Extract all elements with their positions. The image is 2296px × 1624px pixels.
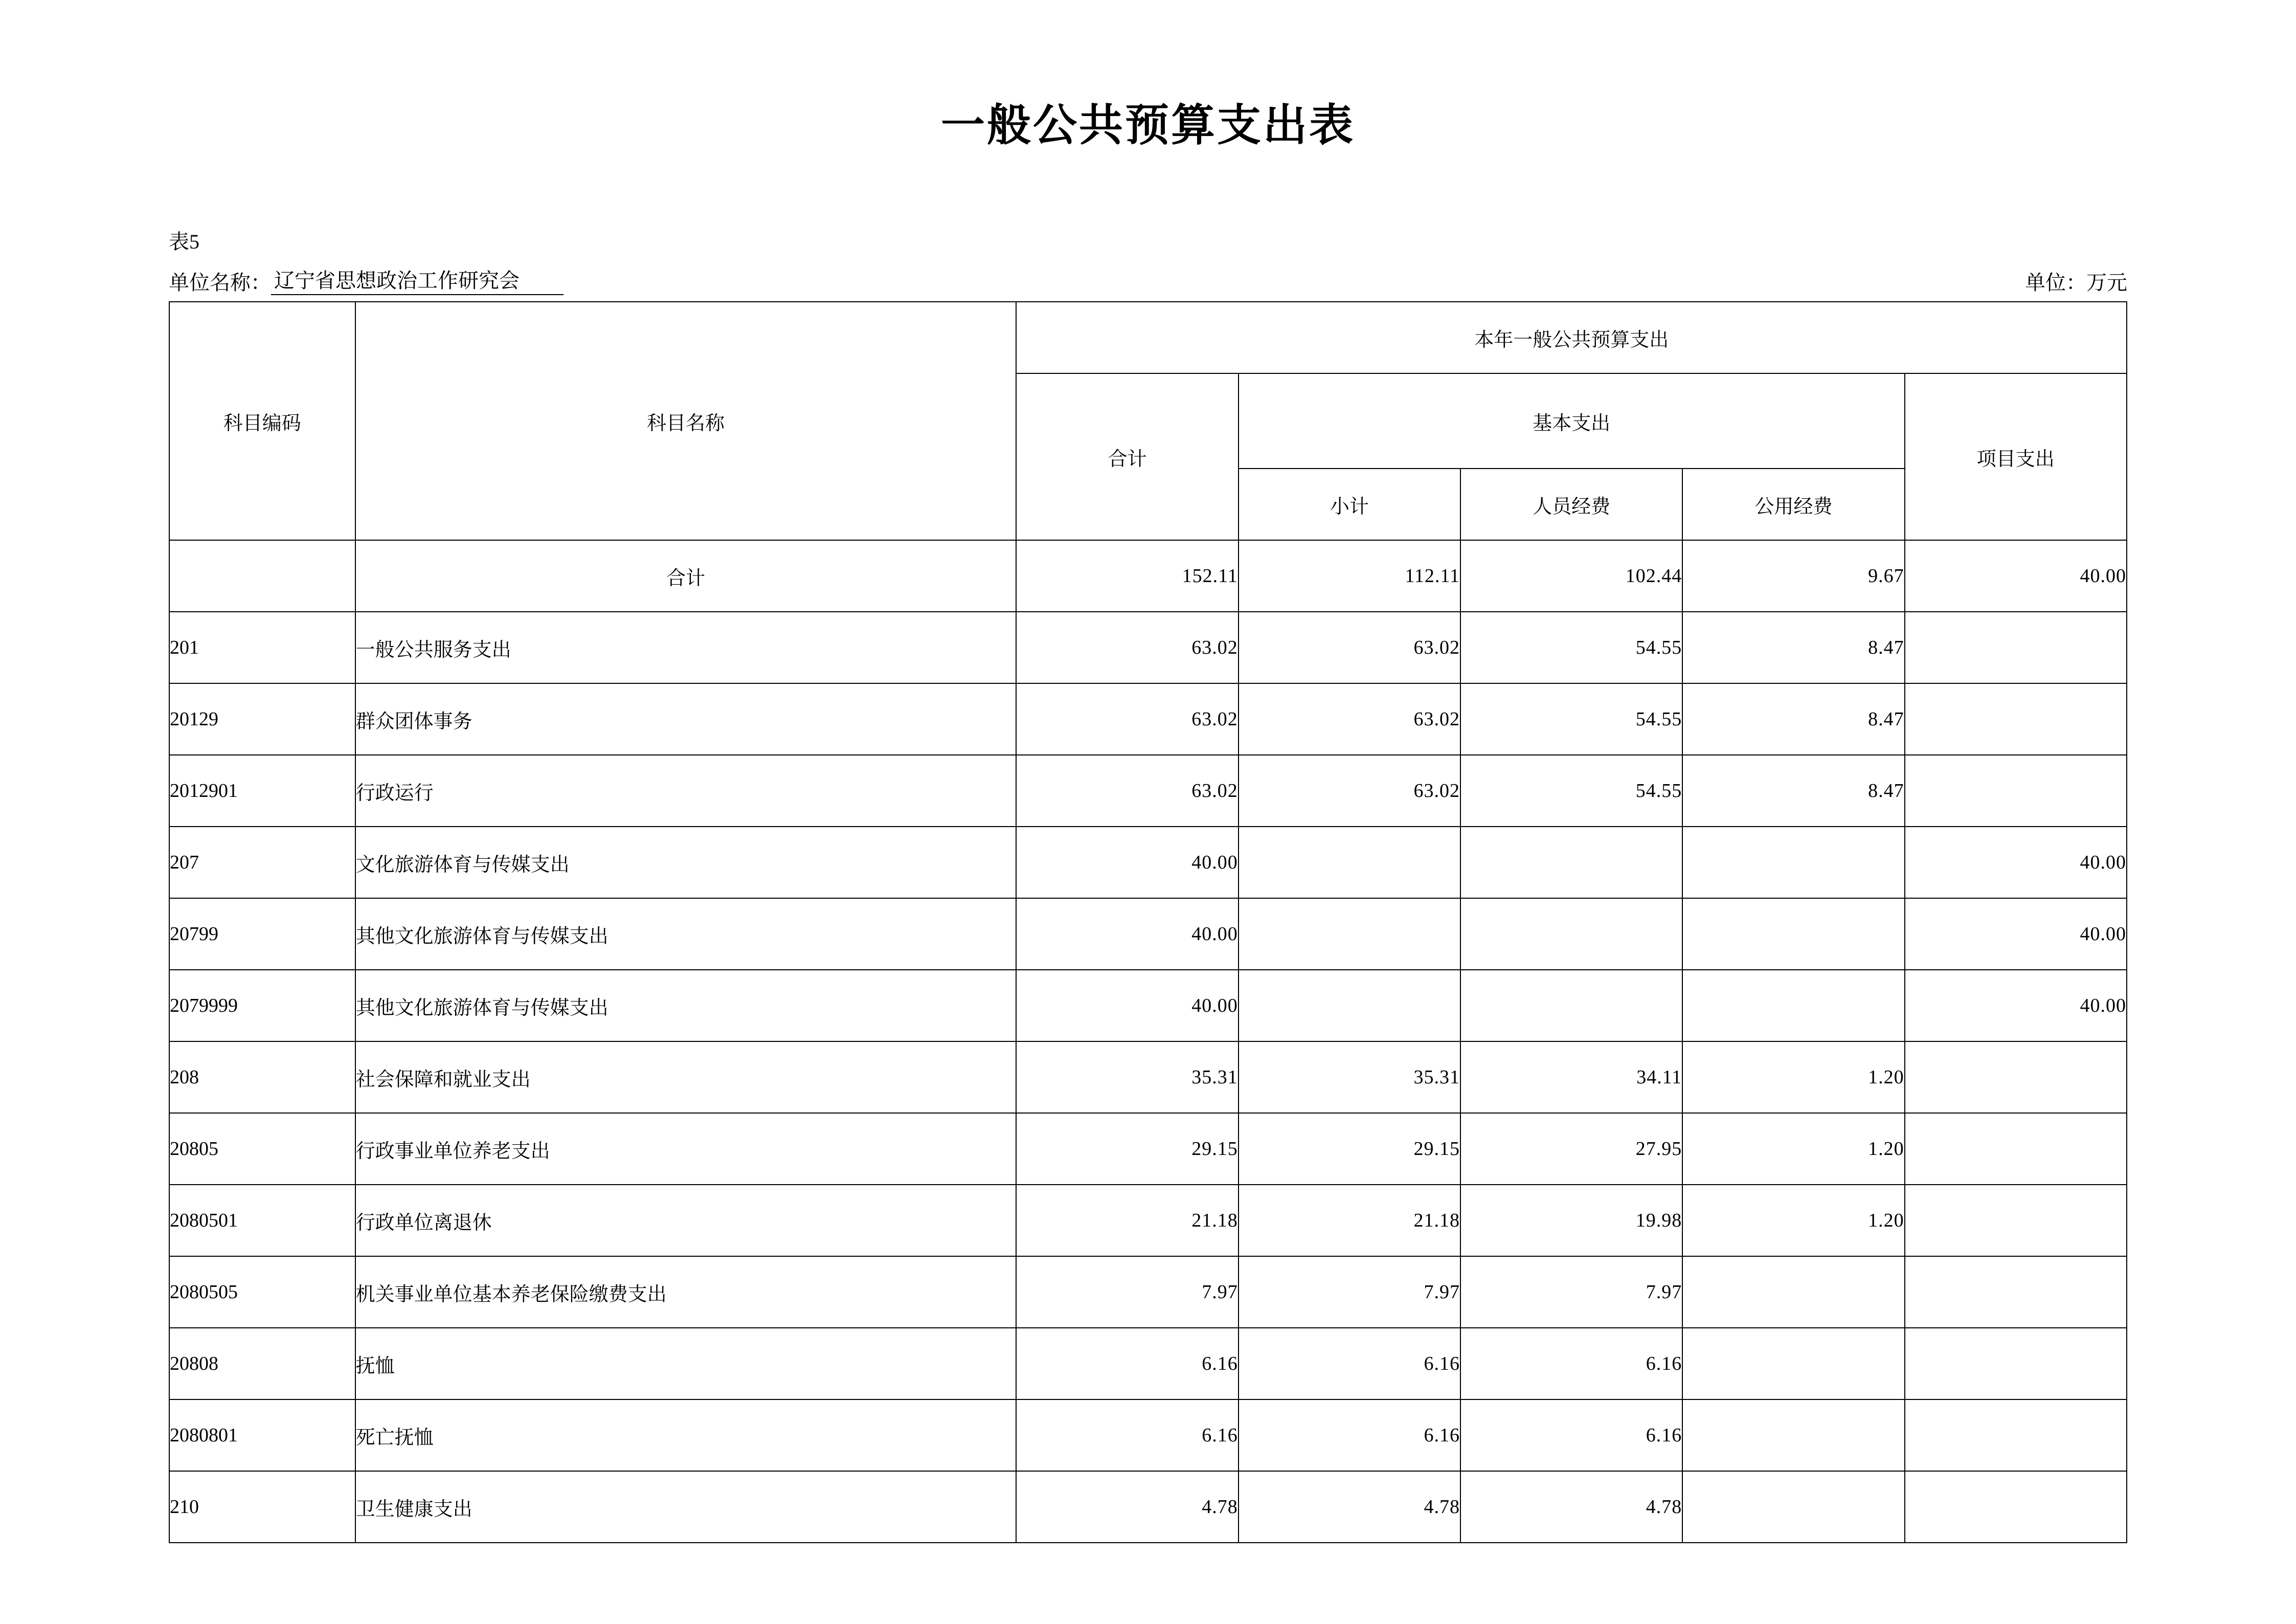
cell-project [1905, 1113, 2127, 1185]
cell-subject-name: 死亡抚恤 [355, 1399, 1017, 1471]
cell-code: 20129 [169, 683, 355, 755]
header-public: 公用经费 [1682, 469, 1904, 540]
page-title: 一般公共预算支出表 [941, 101, 1355, 150]
amount-unit: 单位：万元 [2025, 271, 2127, 294]
header-row-1 [169, 302, 2127, 373]
cell-subject-name: 社会保障和就业支出 [355, 1041, 1017, 1113]
cell-project: 40.00 [1905, 970, 2127, 1041]
cell-project [1905, 1399, 2127, 1471]
cell-total: 6.16 [1016, 1328, 1238, 1399]
cell-code: 2080801 [169, 1399, 355, 1471]
cell-public: 1.20 [1682, 1185, 1904, 1256]
cell-code: 2012901 [169, 755, 355, 827]
cell-personnel: 4.78 [1460, 1471, 1682, 1543]
cell-project: 40.00 [1905, 827, 2127, 898]
meta-row [169, 269, 2127, 295]
header-total: 合计 [1016, 373, 1238, 540]
cell-total: 4.78 [1016, 1471, 1238, 1543]
table-row [169, 827, 2127, 898]
cell-subject-name: 机关事业单位基本养老保险缴费支出 [355, 1256, 1017, 1328]
header-personnel: 人员经费 [1460, 469, 1682, 540]
cell-public [1682, 898, 1904, 970]
cell-total: 152.11 [1016, 540, 1238, 612]
cell-total: 21.18 [1016, 1185, 1238, 1256]
cell-subtotal [1239, 898, 1460, 970]
cell-code: 208 [169, 1041, 355, 1113]
cell-total: 6.16 [1016, 1399, 1238, 1471]
cell-public: 8.47 [1682, 683, 1904, 755]
table-row [169, 1113, 2127, 1185]
header-basic-group: 基本支出 [1239, 373, 1905, 469]
cell-subject-name: 其他文化旅游体育与传媒支出 [355, 970, 1017, 1041]
cell-project [1905, 755, 2127, 827]
cell-total: 7.97 [1016, 1256, 1238, 1328]
unit-label: 单位名称： [169, 271, 271, 294]
cell-subtotal: 4.78 [1239, 1471, 1460, 1543]
cell-subject-name: 文化旅游体育与传媒支出 [355, 827, 1017, 898]
cell-public: 1.20 [1682, 1041, 1904, 1113]
cell-personnel: 54.55 [1460, 612, 1682, 683]
table-row [169, 540, 2127, 612]
cell-code: 2079999 [169, 970, 355, 1041]
cell-subject-name: 群众团体事务 [355, 683, 1017, 755]
cell-subtotal [1239, 970, 1460, 1041]
cell-project [1905, 1041, 2127, 1113]
cell-total: 29.15 [1016, 1113, 1238, 1185]
cell-subject-name: 卫生健康支出 [355, 1471, 1017, 1543]
cell-total: 35.31 [1016, 1041, 1238, 1113]
cell-subtotal: 112.11 [1239, 540, 1460, 612]
cell-subject-name: 行政单位离退休 [355, 1185, 1017, 1256]
table-body [169, 540, 2127, 1543]
cell-public [1682, 1471, 1904, 1543]
cell-personnel: 19.98 [1460, 1185, 1682, 1256]
cell-personnel [1460, 970, 1682, 1041]
cell-project [1905, 612, 2127, 683]
cell-subject-name: 其他文化旅游体育与传媒支出 [355, 898, 1017, 970]
cell-code: 2080501 [169, 1185, 355, 1256]
table-row [169, 755, 2127, 827]
cell-subtotal: 6.16 [1239, 1399, 1460, 1471]
table-label: 表5 [169, 230, 199, 253]
cell-code: 20799 [169, 898, 355, 970]
table-row [169, 683, 2127, 755]
cell-subtotal: 6.16 [1239, 1328, 1460, 1399]
cell-public [1682, 1256, 1904, 1328]
cell-project [1905, 1256, 2127, 1328]
cell-public [1682, 970, 1904, 1041]
header-code: 科目编码 [169, 302, 355, 540]
cell-subtotal: 29.15 [1239, 1113, 1460, 1185]
cell-code: 20808 [169, 1328, 355, 1399]
header-name: 科目名称 [355, 302, 1017, 540]
cell-personnel: 54.55 [1460, 755, 1682, 827]
cell-project: 40.00 [1905, 898, 2127, 970]
table-row [169, 1256, 2127, 1328]
cell-personnel: 27.95 [1460, 1113, 1682, 1185]
cell-personnel [1460, 898, 1682, 970]
cell-personnel: 6.16 [1460, 1328, 1682, 1399]
cell-code: 207 [169, 827, 355, 898]
budget-table [169, 301, 2127, 1543]
cell-public [1682, 1328, 1904, 1399]
table-row [169, 1185, 2127, 1256]
cell-subtotal: 35.31 [1239, 1041, 1460, 1113]
header-subtotal: 小计 [1239, 469, 1460, 540]
cell-subject-name: 抚恤 [355, 1328, 1017, 1399]
document-meta [169, 230, 2127, 295]
cell-project: 40.00 [1905, 540, 2127, 612]
cell-subtotal: 7.97 [1239, 1256, 1460, 1328]
cell-code [169, 540, 355, 612]
cell-subject-name: 行政运行 [355, 755, 1017, 827]
cell-project [1905, 1185, 2127, 1256]
table-row [169, 1399, 2127, 1471]
cell-public: 8.47 [1682, 612, 1904, 683]
cell-project [1905, 1471, 2127, 1543]
cell-total: 63.02 [1016, 755, 1238, 827]
cell-public: 9.67 [1682, 540, 1904, 612]
cell-subject-name: 合计 [355, 540, 1017, 612]
cell-subtotal: 63.02 [1239, 612, 1460, 683]
cell-subject-name: 一般公共服务支出 [355, 612, 1017, 683]
cell-personnel: 7.97 [1460, 1256, 1682, 1328]
table-row [169, 898, 2127, 970]
table-row [169, 612, 2127, 683]
table-header [169, 302, 2127, 540]
cell-public: 1.20 [1682, 1113, 1904, 1185]
header-project: 项目支出 [1905, 373, 2127, 540]
cell-total: 63.02 [1016, 612, 1238, 683]
cell-subtotal: 63.02 [1239, 683, 1460, 755]
cell-subtotal [1239, 827, 1460, 898]
table-row [169, 1041, 2127, 1113]
cell-code: 210 [169, 1471, 355, 1543]
cell-personnel: 34.11 [1460, 1041, 1682, 1113]
cell-project [1905, 683, 2127, 755]
cell-subtotal: 21.18 [1239, 1185, 1460, 1256]
cell-personnel: 6.16 [1460, 1399, 1682, 1471]
cell-subject-name: 行政事业单位养老支出 [355, 1113, 1017, 1185]
unit-info [169, 269, 564, 295]
cell-code: 201 [169, 612, 355, 683]
cell-public: 8.47 [1682, 755, 1904, 827]
cell-total: 40.00 [1016, 827, 1238, 898]
cell-personnel [1460, 827, 1682, 898]
cell-personnel: 54.55 [1460, 683, 1682, 755]
cell-public [1682, 1399, 1904, 1471]
cell-code: 2080505 [169, 1256, 355, 1328]
table-row [169, 1471, 2127, 1543]
cell-code: 20805 [169, 1113, 355, 1185]
cell-total: 40.00 [1016, 898, 1238, 970]
header-year-group: 本年一般公共预算支出 [1016, 302, 2127, 373]
table-row [169, 1328, 2127, 1399]
cell-public [1682, 827, 1904, 898]
unit-name: 辽宁省思想政治工作研究会 [271, 269, 564, 295]
cell-total: 63.02 [1016, 683, 1238, 755]
cell-total: 40.00 [1016, 970, 1238, 1041]
cell-subtotal: 63.02 [1239, 755, 1460, 827]
cell-project [1905, 1328, 2127, 1399]
cell-personnel: 102.44 [1460, 540, 1682, 612]
table-row [169, 970, 2127, 1041]
